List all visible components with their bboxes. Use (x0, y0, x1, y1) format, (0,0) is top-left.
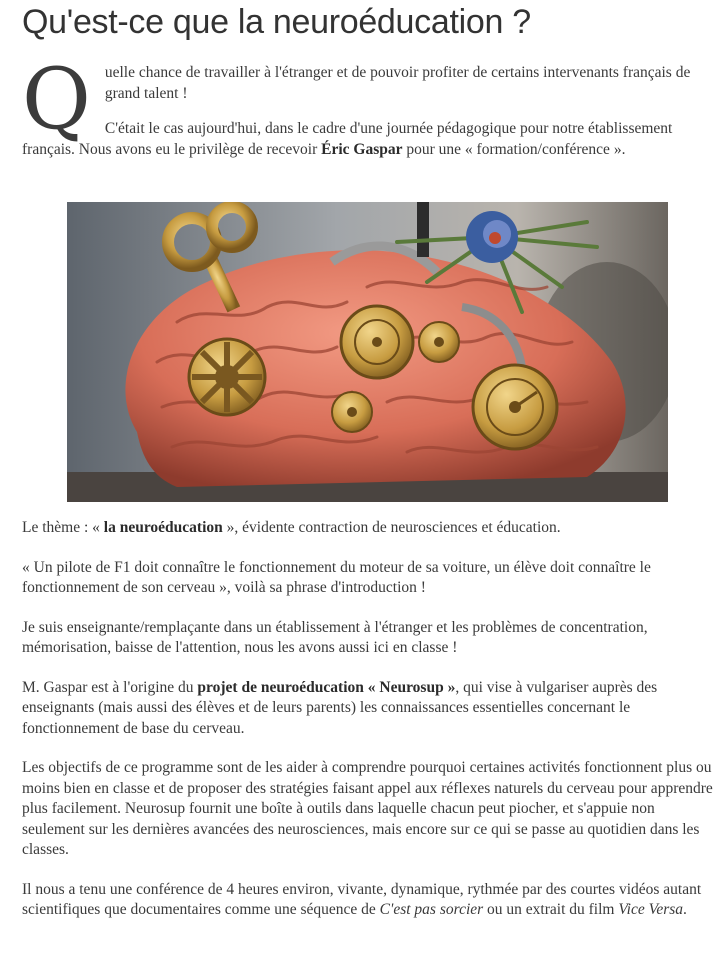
paragraph-conference (22, 880, 714, 921)
article-body (22, 518, 714, 940)
gear-left (189, 339, 265, 415)
paragraph-quote: « Un pilote de F1 doit connaître le fonctionnement du moteur de sa voiture, un élève doit connaître le fonctionnement de son cerveau », voilà sa phrase d'introduction ! (22, 558, 651, 596)
theme-text: Le thème : « (22, 519, 104, 536)
conference-text-end: . (683, 901, 687, 918)
intro-paragraph-1: uelle chance de travailler à l'étranger et de pouvoir profiter de certains intervenants français de grand talent ! (104, 64, 691, 102)
project-name: projet de neuroéducation « Neurosup » (197, 678, 456, 696)
film-title: Vice Versa (618, 901, 684, 918)
paragraph-teacher: Je suis enseignante/remplaçante dans un établissement à l'étranger et les problèmes de concentration, mémorisation, baisse de l'attention, nous les avons aussi ici en classe ! (22, 618, 648, 656)
paragraph-objectives: Les objectifs de ce programme sont de les aider à comprendre pourquoi certaines activités fonctionnent plus ou moins bien en classe et de proposer des stratégies faisant appel aux réflexes naturels du cerveau pour apprendre plus facilement. Neurosup fournit une boîte à outils dans laquelle chacun peut piocher, et s'appuie non seulement sur les dernières avancées des neurosciences, mais encore sur ce qui se passe au quotidien dans les classes. (22, 759, 713, 858)
intro-p2-text: C'était le cas aujourd'hui, dans le cadre d'une journée pédagogique pour notre établissement français. Nous avons eu le privilège de recevoir (22, 120, 673, 158)
article-intro (22, 50, 714, 174)
conference-text: Il nous a tenu une conférence de 4 heures environ, vivante, dynamique, rythmée par des courtes vidéos autant scientifiques que documentaires comme une séquence de (22, 880, 702, 918)
theme-text-end: », évidente contraction de neurosciences et éducation. (222, 519, 561, 536)
gear-bottom (332, 392, 372, 432)
brain-gears-image (67, 202, 668, 502)
tv-show-title: C'est pas sorcier (379, 901, 484, 918)
theme-keyword: la neuroéducation (103, 519, 223, 536)
gear-right (473, 365, 557, 449)
project-text: M. Gaspar est à l'origine du (22, 678, 198, 696)
intro-p2-end: pour une « formation/conférence ». (402, 141, 626, 158)
gear-small (419, 322, 459, 362)
intro-paragraph-2 (22, 118, 714, 160)
drop-cap: Q (22, 50, 91, 148)
paragraph-project (22, 678, 714, 740)
brain-illustration (67, 202, 668, 502)
gear-large (341, 306, 413, 378)
conference-text-mid: ou un extrait du film (483, 901, 619, 918)
speaker-name: Éric Gaspar (321, 141, 403, 158)
paragraph-theme (22, 518, 714, 539)
project-text-end: , qui vise à vulgariser auprès des enseignants (mais aussi des élèves et de leurs parents) les connaissances essentielles concernant le fonctionnement de base du cerveau. (22, 678, 658, 737)
page-title: Qu'est-ce que la neuroéducation ? (22, 3, 531, 41)
